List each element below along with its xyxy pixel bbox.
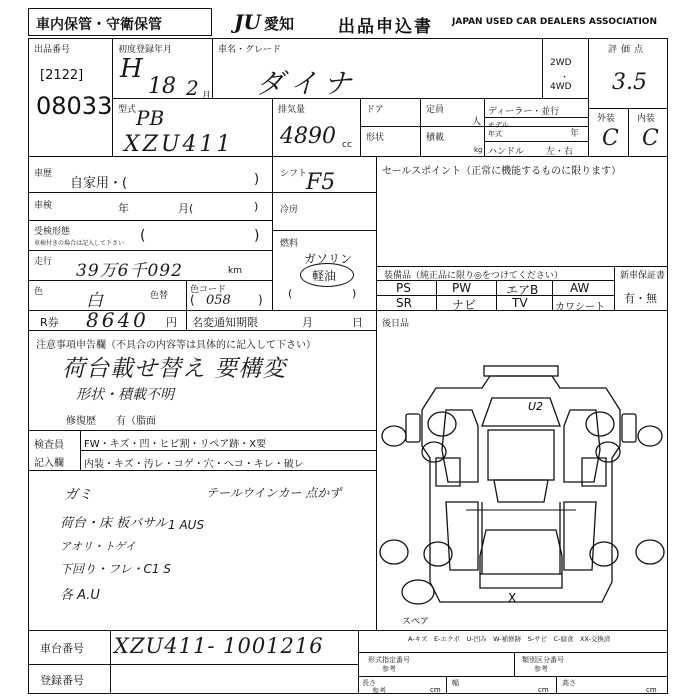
chassis-label: 車台番号 [40, 642, 84, 655]
registration-month: 2 [186, 76, 199, 100]
sales-point-label: セールスポイント（正常に機能するものに限ります） [382, 166, 622, 177]
height-cm: cm [646, 686, 657, 694]
notes-line1: 荷台載せ替え 要構変 [62, 356, 287, 382]
equip-aw: AW [570, 281, 590, 295]
dealer-label: ディーラー・並行 [488, 107, 560, 117]
registration-number-label: 登録番号 [40, 674, 84, 687]
model-label: 型式 [118, 105, 137, 115]
history-value: 自家用・( [70, 176, 128, 191]
chassis-value: XZU411- 1001216 [114, 634, 324, 658]
inspector-note-3: アオリ・トゲイ [60, 540, 136, 553]
diagram-top-mark: U2 [528, 400, 544, 413]
inspector-note-5: 各 A.U [60, 588, 100, 603]
mileage-label: 走行 [34, 257, 53, 267]
association-short: 愛知 [264, 15, 295, 33]
year-unit: 年 [570, 129, 580, 139]
shaken-month-unit: 月( [178, 202, 194, 215]
handle-opts: 左・右 [546, 147, 574, 157]
storage-note: 車内保管・守衛保管 [36, 17, 162, 33]
load-label: 積載 [426, 133, 445, 143]
color-code-label: 色コード [190, 285, 227, 295]
notes-label: 注意事項申告欄（不具合の内容等は具体的に記入して下さい） [36, 340, 316, 351]
height-label: 高さ [562, 679, 576, 687]
association-en: JAPAN USED CAR DEALERS ASSOCIATION [452, 17, 657, 27]
repair-label: 修復歴 [66, 416, 96, 427]
rear-seat-label: 後日品 [382, 319, 410, 329]
equip-sr: SR [396, 296, 412, 310]
interior-label: 内装 [637, 114, 656, 124]
color-code-value: 058 [206, 293, 231, 308]
handle-label: ハンドル [488, 147, 525, 157]
warranty-label: 新車保証書 [620, 271, 666, 281]
certification-month: 月 [302, 316, 313, 329]
car-name-value: ダイナ [256, 67, 358, 100]
shaken-label: 車検 [34, 201, 53, 211]
width-label: 幅 [452, 679, 459, 687]
drive-4wd: 4WD [550, 82, 572, 92]
lot-number: 08033 [36, 92, 113, 120]
car-name-label: 車名・グレード [218, 45, 282, 55]
color-close: ) [258, 293, 263, 307]
exterior-label: 外装 [597, 114, 616, 124]
ju-logo: JU [234, 10, 261, 34]
inspector-label: 検査員 [34, 440, 64, 451]
load-unit: kg [474, 146, 483, 154]
exterior-value: C [602, 126, 619, 151]
warranty-value: 有・無 [624, 292, 657, 305]
color-label: 色 [34, 287, 44, 297]
class-label: 類別区分番号 [522, 656, 564, 664]
certification-label: 名変通知期限 [192, 316, 258, 329]
recycle-label: R券 [40, 316, 59, 329]
fuel-diesel: 軽油 [312, 269, 337, 283]
damage-legend: A-キズ E-エクボ U-凹み W-補修跡 S-サビ C-腐食 XX-交換済 [408, 635, 611, 643]
inspector-note-right: テールウインカー 点かず [206, 486, 342, 500]
cert-ref: 参考 [382, 665, 396, 673]
color-value: 白 [86, 291, 103, 311]
shift-value: F5 [306, 170, 336, 195]
equipment-label: 装備品（純正品に限り◎をつけてください） [384, 271, 563, 281]
equip-leather: カワシート [555, 302, 605, 313]
inspector-note-mid: 1 AUS [168, 518, 205, 532]
inspection-fw-row: FW・キズ・凹・ヒビ割・リペア跡・X要 [84, 439, 267, 450]
form-title: 出品申込書 [338, 17, 433, 37]
score-value: 3.5 [612, 70, 647, 95]
length-label: 長さ [362, 679, 376, 687]
displacement-value: 4890 [280, 124, 336, 149]
interior-value: C [642, 126, 659, 151]
ac-label: 冷房 [280, 205, 299, 215]
model-year-label2: 年式 [488, 130, 502, 138]
mileage-unit: km [228, 266, 242, 276]
registration-year: 18 [148, 74, 176, 99]
fuel-close: ) [352, 287, 357, 300]
class-ref: 参考 [534, 665, 548, 673]
registration-label: 初度登録年月 [118, 45, 173, 55]
capacity-unit: 人 [472, 117, 482, 127]
door-label: ドア [366, 105, 384, 115]
drive-2wd: 2WD [550, 58, 572, 68]
receipt-label: 受検形態 [34, 227, 71, 237]
lot-label: 出品番号 [34, 45, 71, 55]
equip-tv: TV [512, 296, 528, 310]
cert-label: 形式指定番号 [368, 656, 410, 664]
certification-day: 日 [352, 316, 363, 329]
receipt-close: ) [254, 228, 260, 244]
color-replace-label: 色替 [150, 291, 169, 301]
lot-sub-number: [2122] [40, 68, 84, 83]
model-year-label: モデル [488, 121, 509, 129]
repair-value: 有（脂面 [116, 416, 156, 427]
shift-label: シフト [280, 169, 308, 179]
model-prefix: PB [136, 106, 165, 130]
length-ref: 参考 [372, 687, 386, 695]
diagram-x-mark: X [508, 591, 517, 605]
model-value: XZU411 [124, 132, 234, 157]
inspector-note-2: 荷台・床 板バサル [60, 516, 168, 531]
inspection-interior-row: 内装・キズ・汚レ・コゲ・穴・ヘコ・キレ・破レ [84, 459, 304, 470]
inspector-note-1: ガミ [64, 487, 92, 503]
entry-label: 記入欄 [34, 458, 64, 469]
receipt-open: ( [140, 228, 146, 244]
registration-month-unit: 月 [202, 91, 212, 101]
shape-label: 形状 [366, 133, 385, 143]
score-label: 評価点 [608, 45, 648, 55]
fuel-gasoline: ガソリン [304, 252, 353, 266]
inspector-note-4: 下回り・フレ・C1 S [60, 562, 171, 576]
history-close: ) [254, 172, 260, 187]
vehicle-diagram [376, 330, 668, 630]
diagram-spare-label: スペア [402, 617, 430, 627]
width-cm: cm [538, 686, 549, 694]
notes-line2: 形状・積載不明 [76, 387, 174, 403]
equip-pw: PW [452, 281, 472, 295]
drive-dot: ・ [560, 73, 570, 83]
recycle-unit: 円 [166, 316, 177, 329]
shaken-close: ) [254, 200, 259, 213]
mileage-value: 39万6千092 [76, 261, 183, 281]
fuel-label: 燃料 [280, 239, 299, 249]
color-open: ( [190, 293, 195, 307]
receipt-note: 車検付きの場合は記入して下さい [34, 240, 125, 247]
capacity-label: 定員 [426, 105, 445, 115]
fuel-open: ( [288, 287, 293, 300]
displacement-unit: cc [342, 140, 352, 150]
registration-era: H [120, 54, 143, 84]
length-cm: cm [430, 686, 441, 694]
equip-ps: PS [396, 281, 411, 295]
equip-navi: ナビ [452, 298, 477, 312]
equip-airbag: エアB [506, 283, 539, 297]
recycle-value: 8640 [86, 308, 149, 332]
shaken-year-unit: 年 [118, 202, 129, 215]
displacement-label: 排気量 [278, 105, 306, 115]
history-label: 車歴 [34, 169, 53, 179]
